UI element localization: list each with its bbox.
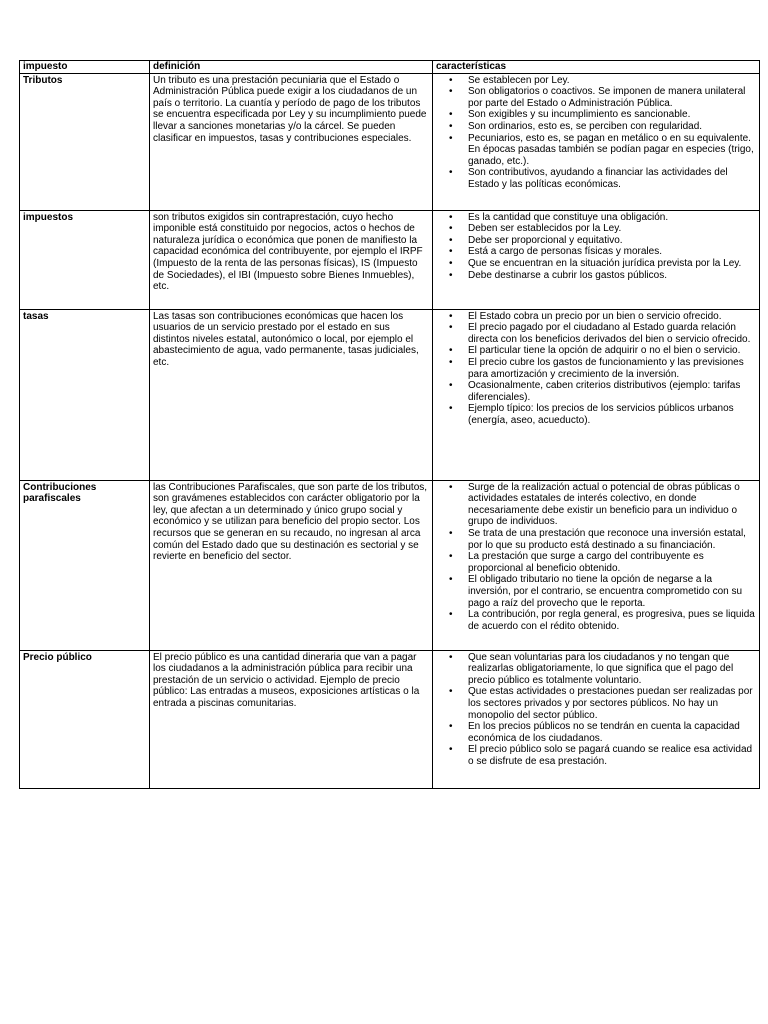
- list-item: • El Estado cobra un precio por un bien o servicio ofrecido.: [436, 311, 756, 323]
- list-item: • Son exigibles y su incumplimiento es sancionable.: [436, 109, 756, 121]
- list-item: • Pecuniarios, esto es, se pagan en metálico o en su equivalente. En épocas pasadas también se podían pagar en especies (trigo, ganado, etc.).: [436, 133, 756, 168]
- list-item: • La contribución, por regla general, es progresiva, pues se liquida de acuerdo con el rédito obtenido.: [436, 609, 756, 632]
- list-item: • Que sean voluntarias para los ciudadanos y no tengan que realizarlas obligatoriamente, lo que significa que el pago del precio público es totalmente voluntario.: [436, 652, 756, 687]
- list-item: • Ocasionalmente, caben criterios distributivos (ejemplo: tarifas diferenciales).: [436, 380, 756, 403]
- row-name: Tributos: [20, 73, 150, 210]
- list-item: • Son obligatorios o coactivos. Se imponen de manera unilateral por parte del Estado o Administración Pública.: [436, 86, 756, 109]
- header-definicion: definición: [150, 61, 433, 74]
- row-definition: las Contribuciones Parafiscales, que son parte de los tributos, son gravámenes establecidos con carácter obligatorio por la ley, que afectan a un determinado y único grupo social y económico y se utilizan para beneficio del propio sector. Los recursos que se generan en su recaudo, no ingresan al arca común del Estado dado que su destinación es sectorial y se revierte en beneficio del sector.: [150, 480, 433, 650]
- characteristics-list: [436, 311, 756, 427]
- list-item: • Deben ser establecidos por la Ley.: [436, 223, 756, 235]
- header-row: [20, 61, 760, 74]
- row-definition: son tributos exigidos sin contraprestación, cuyo hecho imponible está constituido por negocios, actos o hechos de naturaleza jurídica o económica que ponen de manifiesto la capacidad económica del contribuyente, por ejemplo el IRPF (Impuesto de la renta de las personas físicas), IS (Impuesto de Sociedades), el IBI (Impuesto sobre Bienes Inmuebles), etc.: [150, 210, 433, 309]
- row-characteristics: [433, 650, 760, 788]
- row-definition: Un tributo es una prestación pecuniaria que el Estado o Administración Pública puede exigir a los ciudadanos de un país o territorio. La cuantía y período de pago de los tributos se encuentra especificada por Ley y su incumplimiento puede llevar a sanciones monetarias y/o la cárcel. Se pueden clasificar en impuestos, tasas y contribuciones especiales.: [150, 73, 433, 210]
- header-impuesto: impuesto: [20, 61, 150, 74]
- row-characteristics: [433, 309, 760, 480]
- list-item: • El precio cubre los gastos de funcionamiento y las previsiones para amortización y crecimiento de la inversión.: [436, 357, 756, 380]
- list-item: • Son contributivos, ayudando a financiar las actividades del Estado y las políticas económicas.: [436, 167, 756, 190]
- tax-table: [19, 60, 760, 789]
- list-item: • Que se encuentran en la situación jurídica prevista por la Ley.: [436, 258, 756, 270]
- list-item: • Surge de la realización actual o potencial de obras públicas o actividades estatales de interés colectivo, en donde necesariamente debe existir un beneficio para un individuo o grupo de individuos.: [436, 482, 756, 528]
- table-row-tributos: [20, 73, 760, 210]
- characteristics-list: [436, 75, 756, 191]
- table-row-tasas: [20, 309, 760, 480]
- list-item: • Se trata de una prestación que reconoce una inversión estatal, por lo que su producto está destinado a su financiación.: [436, 528, 756, 551]
- list-item: • El obligado tributario no tiene la opción de negarse a la inversión, por el contrario, se encuentra comprometido con su pago a raíz del provecho que le reporta.: [436, 574, 756, 609]
- list-item: • La prestación que surge a cargo del contribuyente es proporcional al beneficio obtenido.: [436, 551, 756, 574]
- list-item: • El precio público solo se pagará cuando se realice esa actividad o se disfrute de esa prestación.: [436, 744, 756, 767]
- list-item: • Está a cargo de personas físicas y morales.: [436, 246, 756, 258]
- characteristics-list: [436, 482, 756, 633]
- row-characteristics: [433, 73, 760, 210]
- list-item: • Debe ser proporcional y equitativo.: [436, 235, 756, 247]
- row-name: Precio público: [20, 650, 150, 788]
- list-item: • El particular tiene la opción de adquirir o no el bien o servicio.: [436, 345, 756, 357]
- list-item: • En los precios públicos no se tendrán en cuenta la capacidad económica de los ciudadanos.: [436, 721, 756, 744]
- list-item: • Ejemplo típico: los precios de los servicios públicos urbanos (energía, aseo, acueducto).: [436, 403, 756, 426]
- table-row-precio-publico: [20, 650, 760, 788]
- list-item: • El precio pagado por el ciudadano al Estado guarda relación directa con los beneficios derivados del bien o servicio ofrecido.: [436, 322, 756, 345]
- row-name: impuestos: [20, 210, 150, 309]
- header-caracteristicas: características: [433, 61, 760, 74]
- list-item: • Debe destinarse a cubrir los gastos públicos.: [436, 270, 756, 282]
- row-definition: El precio público es una cantidad dineraria que van a pagar los ciudadanos a la administración pública para recibir una prestación de un servicio o actividad. Ejemplo de precio público: Las entradas a museos, exposiciones artísticas o la entrada a piscinas comunitarias.: [150, 650, 433, 788]
- list-item: • Se establecen por Ley.: [436, 75, 756, 87]
- table-row-impuestos: [20, 210, 760, 309]
- row-characteristics: [433, 480, 760, 650]
- row-characteristics: [433, 210, 760, 309]
- row-definition: Las tasas son contribuciones económicas que hacen los usuarios de un servicio prestado por el estado en sus distintos niveles estatal, autonómico o local, por ejemplo el abastecimiento de agua, vado permanente, tasas judiciales, etc.: [150, 309, 433, 480]
- table-row-contribuciones: [20, 480, 760, 650]
- row-name: tasas: [20, 309, 150, 480]
- list-item: • Son ordinarios, esto es, se perciben con regularidad.: [436, 121, 756, 133]
- list-item: • Que estas actividades o prestaciones puedan ser realizadas por los sectores privados y por sectores públicos. No hay un monopolio del sector público.: [436, 686, 756, 721]
- list-item: • Es la cantidad que constituye una obligación.: [436, 212, 756, 224]
- row-name: Contribuciones parafiscales: [20, 480, 150, 650]
- characteristics-list: [436, 212, 756, 282]
- characteristics-list: [436, 652, 756, 768]
